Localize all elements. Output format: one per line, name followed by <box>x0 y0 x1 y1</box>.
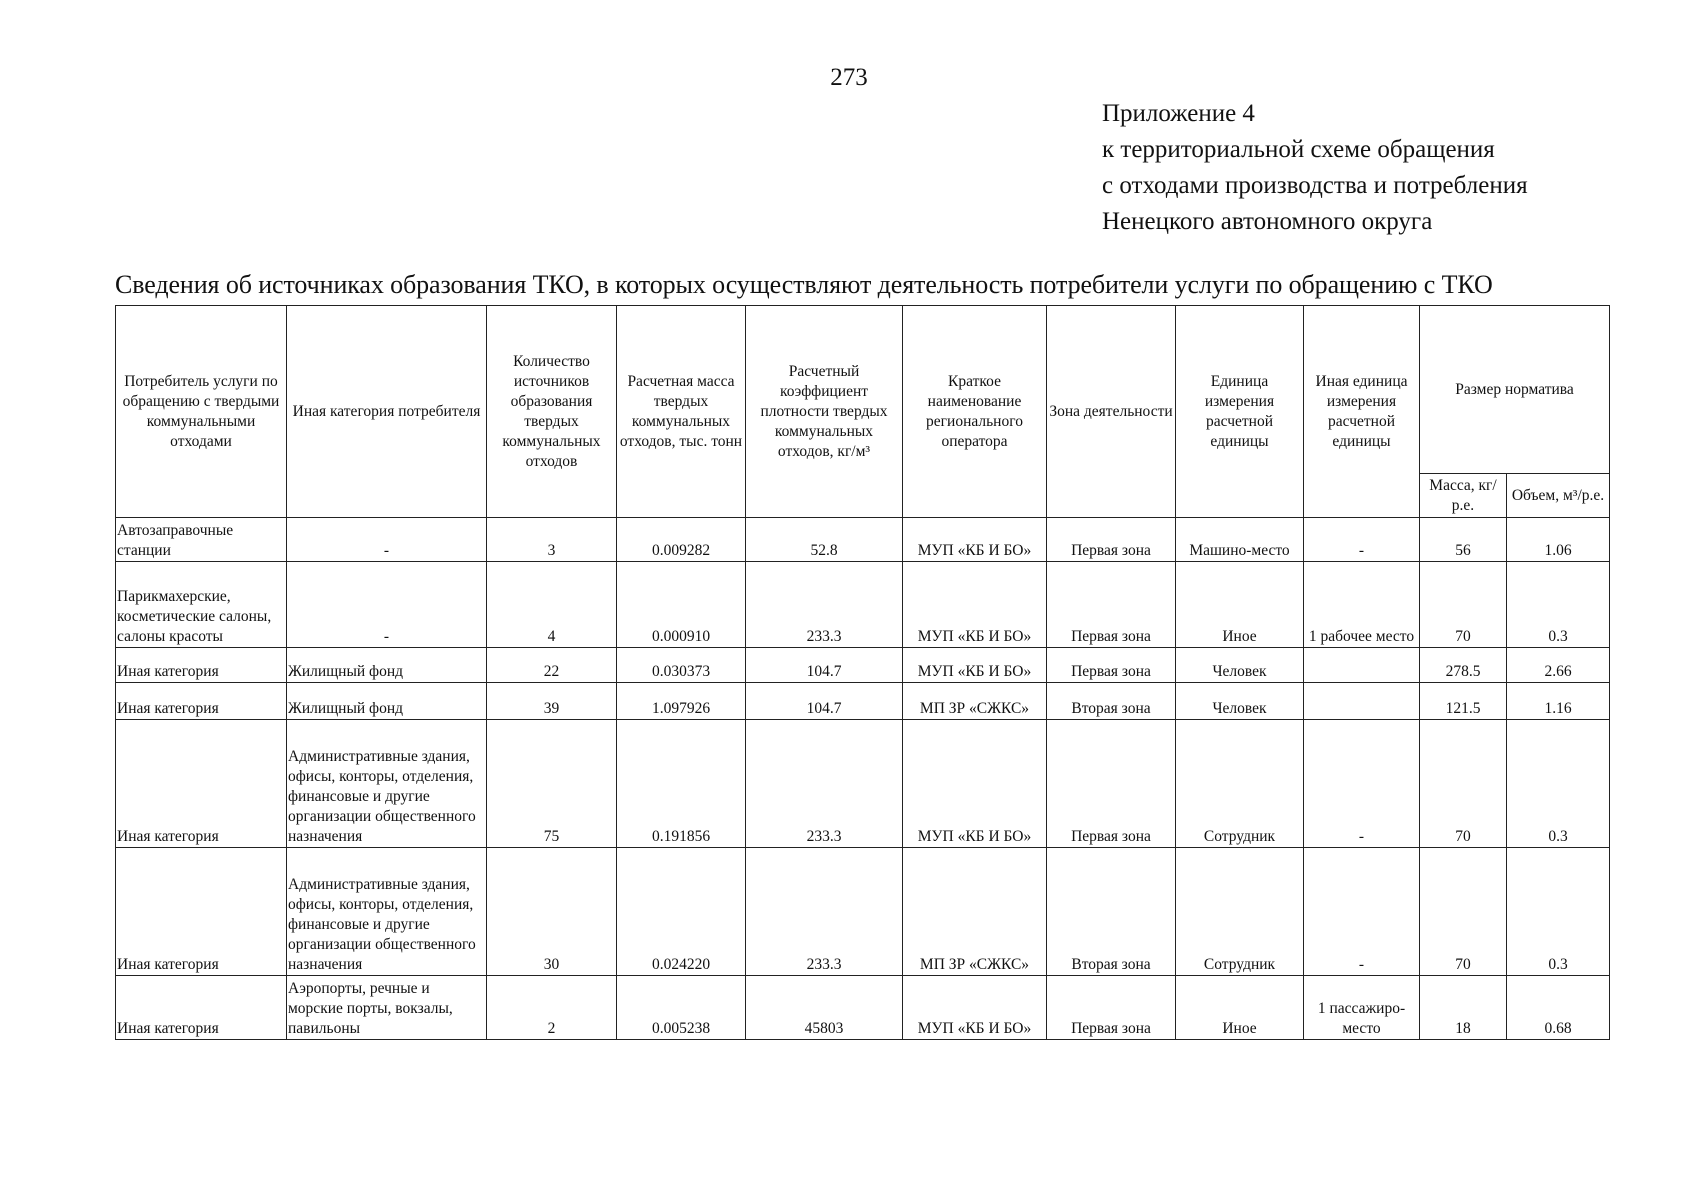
cell-consumer: Иная категория <box>116 648 287 683</box>
appendix-line: Ненецкого автономного округа <box>1102 208 1433 235</box>
cell-density: 52.8 <box>746 518 903 562</box>
cell-unit: Сотрудник <box>1176 848 1304 976</box>
cell-operator: МП ЗР «СЖКС» <box>903 683 1047 720</box>
cell-other-unit: 1 рабочее место <box>1304 562 1420 648</box>
table-row <box>116 683 1610 720</box>
header-sources-count: Количество источников образования твердых коммунальных отходов <box>487 306 617 518</box>
cell-unit: Человек <box>1176 648 1304 683</box>
cell-norm-volume: 1.06 <box>1507 518 1610 562</box>
table-row <box>116 976 1610 1040</box>
cell-zone: Первая зона <box>1047 976 1176 1040</box>
cell-other-unit <box>1304 648 1420 683</box>
header-consumer: Потребитель услуги по обращению с твердыми коммунальными отходами <box>116 306 287 518</box>
cell-other-unit: - <box>1304 518 1420 562</box>
header-other-unit: Иная единица измерения расчетной единицы <box>1304 306 1420 518</box>
cell-zone: Первая зона <box>1047 648 1176 683</box>
cell-density: 104.7 <box>746 648 903 683</box>
cell-mass: 1.097926 <box>617 683 746 720</box>
cell-consumer: Иная категория <box>116 848 287 976</box>
appendix-line: к территориальной схеме обращения <box>1102 136 1495 163</box>
cell-density: 233.3 <box>746 848 903 976</box>
cell-density: 233.3 <box>746 720 903 848</box>
cell-zone: Первая зона <box>1047 518 1176 562</box>
cell-operator: МП ЗР «СЖКС» <box>903 848 1047 976</box>
header-norm-mass: Масса, кг/р.е. <box>1420 474 1507 518</box>
cell-other-category: Аэропорты, речные и морские порты, вокзалы, павильоны <box>287 976 487 1040</box>
cell-count: 3 <box>487 518 617 562</box>
cell-zone: Вторая зона <box>1047 848 1176 976</box>
cell-norm-mass: 56 <box>1420 518 1507 562</box>
cell-mass: 0.024220 <box>617 848 746 976</box>
cell-other-category: Жилищный фонд <box>287 648 487 683</box>
cell-other-unit: - <box>1304 720 1420 848</box>
appendix-caption <box>1102 96 1528 240</box>
document-title: Сведения об источниках образования ТКО, в которых осуществляют деятельность потребители услуги по обращению с ТКО <box>115 270 1493 299</box>
cell-norm-mass: 70 <box>1420 562 1507 648</box>
cell-mass: 0.030373 <box>617 648 746 683</box>
cell-mass: 0.009282 <box>617 518 746 562</box>
table-row <box>116 648 1610 683</box>
cell-unit: Машино-место <box>1176 518 1304 562</box>
cell-consumer: Иная категория <box>116 720 287 848</box>
cell-norm-volume: 0.68 <box>1507 976 1610 1040</box>
appendix-line: с отходами производства и потребления <box>1102 172 1528 199</box>
cell-norm-mass: 18 <box>1420 976 1507 1040</box>
cell-other-unit: - <box>1304 848 1420 976</box>
cell-density: 104.7 <box>746 683 903 720</box>
cell-unit: Человек <box>1176 683 1304 720</box>
cell-count: 39 <box>487 683 617 720</box>
cell-unit: Сотрудник <box>1176 720 1304 848</box>
cell-consumer: Иная категория <box>116 683 287 720</box>
cell-mass: 0.005238 <box>617 976 746 1040</box>
cell-other-category: - <box>287 562 487 648</box>
cell-zone: Вторая зона <box>1047 683 1176 720</box>
header-mass: Расчетная масса твердых коммунальных отходов, тыс. тонн <box>617 306 746 518</box>
cell-density: 233.3 <box>746 562 903 648</box>
cell-norm-volume: 1.16 <box>1507 683 1610 720</box>
cell-other-category: Жилищный фонд <box>287 683 487 720</box>
cell-unit: Иное <box>1176 562 1304 648</box>
cell-count: 4 <box>487 562 617 648</box>
cell-count: 22 <box>487 648 617 683</box>
page-number: 273 <box>830 64 868 91</box>
cell-count: 75 <box>487 720 617 848</box>
cell-count: 30 <box>487 848 617 976</box>
cell-unit: Иное <box>1176 976 1304 1040</box>
cell-norm-volume: 0.3 <box>1507 848 1610 976</box>
cell-operator: МУП «КБ И БО» <box>903 518 1047 562</box>
waste-sources-table <box>115 305 1610 1040</box>
cell-mass: 0.191856 <box>617 720 746 848</box>
cell-zone: Первая зона <box>1047 720 1176 848</box>
cell-norm-volume: 0.3 <box>1507 562 1610 648</box>
header-unit: Единица измерения расчетной единицы <box>1176 306 1304 518</box>
cell-operator: МУП «КБ И БО» <box>903 648 1047 683</box>
table-row <box>116 720 1610 848</box>
cell-other-category: Административные здания, офисы, конторы, отделения, финансовые и другие организации общественного назначения <box>287 720 487 848</box>
cell-consumer: Парикмахерские, косметические салоны, салоны красоты <box>116 562 287 648</box>
cell-other-unit: 1 пассажиро-место <box>1304 976 1420 1040</box>
cell-norm-volume: 0.3 <box>1507 720 1610 848</box>
cell-consumer: Иная категория <box>116 976 287 1040</box>
table-row <box>116 848 1610 976</box>
cell-norm-mass: 278.5 <box>1420 648 1507 683</box>
table-row <box>116 562 1610 648</box>
cell-operator: МУП «КБ И БО» <box>903 976 1047 1040</box>
header-density: Расчетный коэффициент плотности твердых коммунальных отходов, кг/м³ <box>746 306 903 518</box>
header-operator: Краткое наименование регионального оператора <box>903 306 1047 518</box>
cell-operator: МУП «КБ И БО» <box>903 562 1047 648</box>
cell-consumer: Автозаправочные станции <box>116 518 287 562</box>
header-zone: Зона деятельности <box>1047 306 1176 518</box>
cell-other-unit <box>1304 683 1420 720</box>
cell-mass: 0.000910 <box>617 562 746 648</box>
cell-other-category: Административные здания, офисы, конторы, отделения, финансовые и другие организации общественного назначения <box>287 848 487 976</box>
cell-count: 2 <box>487 976 617 1040</box>
table-row <box>116 518 1610 562</box>
cell-zone: Первая зона <box>1047 562 1176 648</box>
cell-norm-mass: 121.5 <box>1420 683 1507 720</box>
cell-operator: МУП «КБ И БО» <box>903 720 1047 848</box>
header-norm-volume: Объем, м³/р.е. <box>1507 474 1610 518</box>
header-other-category: Иная категория потребителя <box>287 306 487 518</box>
cell-norm-mass: 70 <box>1420 848 1507 976</box>
cell-norm-mass: 70 <box>1420 720 1507 848</box>
cell-density: 45803 <box>746 976 903 1040</box>
cell-other-category: - <box>287 518 487 562</box>
header-norm: Размер норматива <box>1420 306 1610 474</box>
cell-norm-volume: 2.66 <box>1507 648 1610 683</box>
appendix-line: Приложение 4 <box>1102 100 1255 127</box>
